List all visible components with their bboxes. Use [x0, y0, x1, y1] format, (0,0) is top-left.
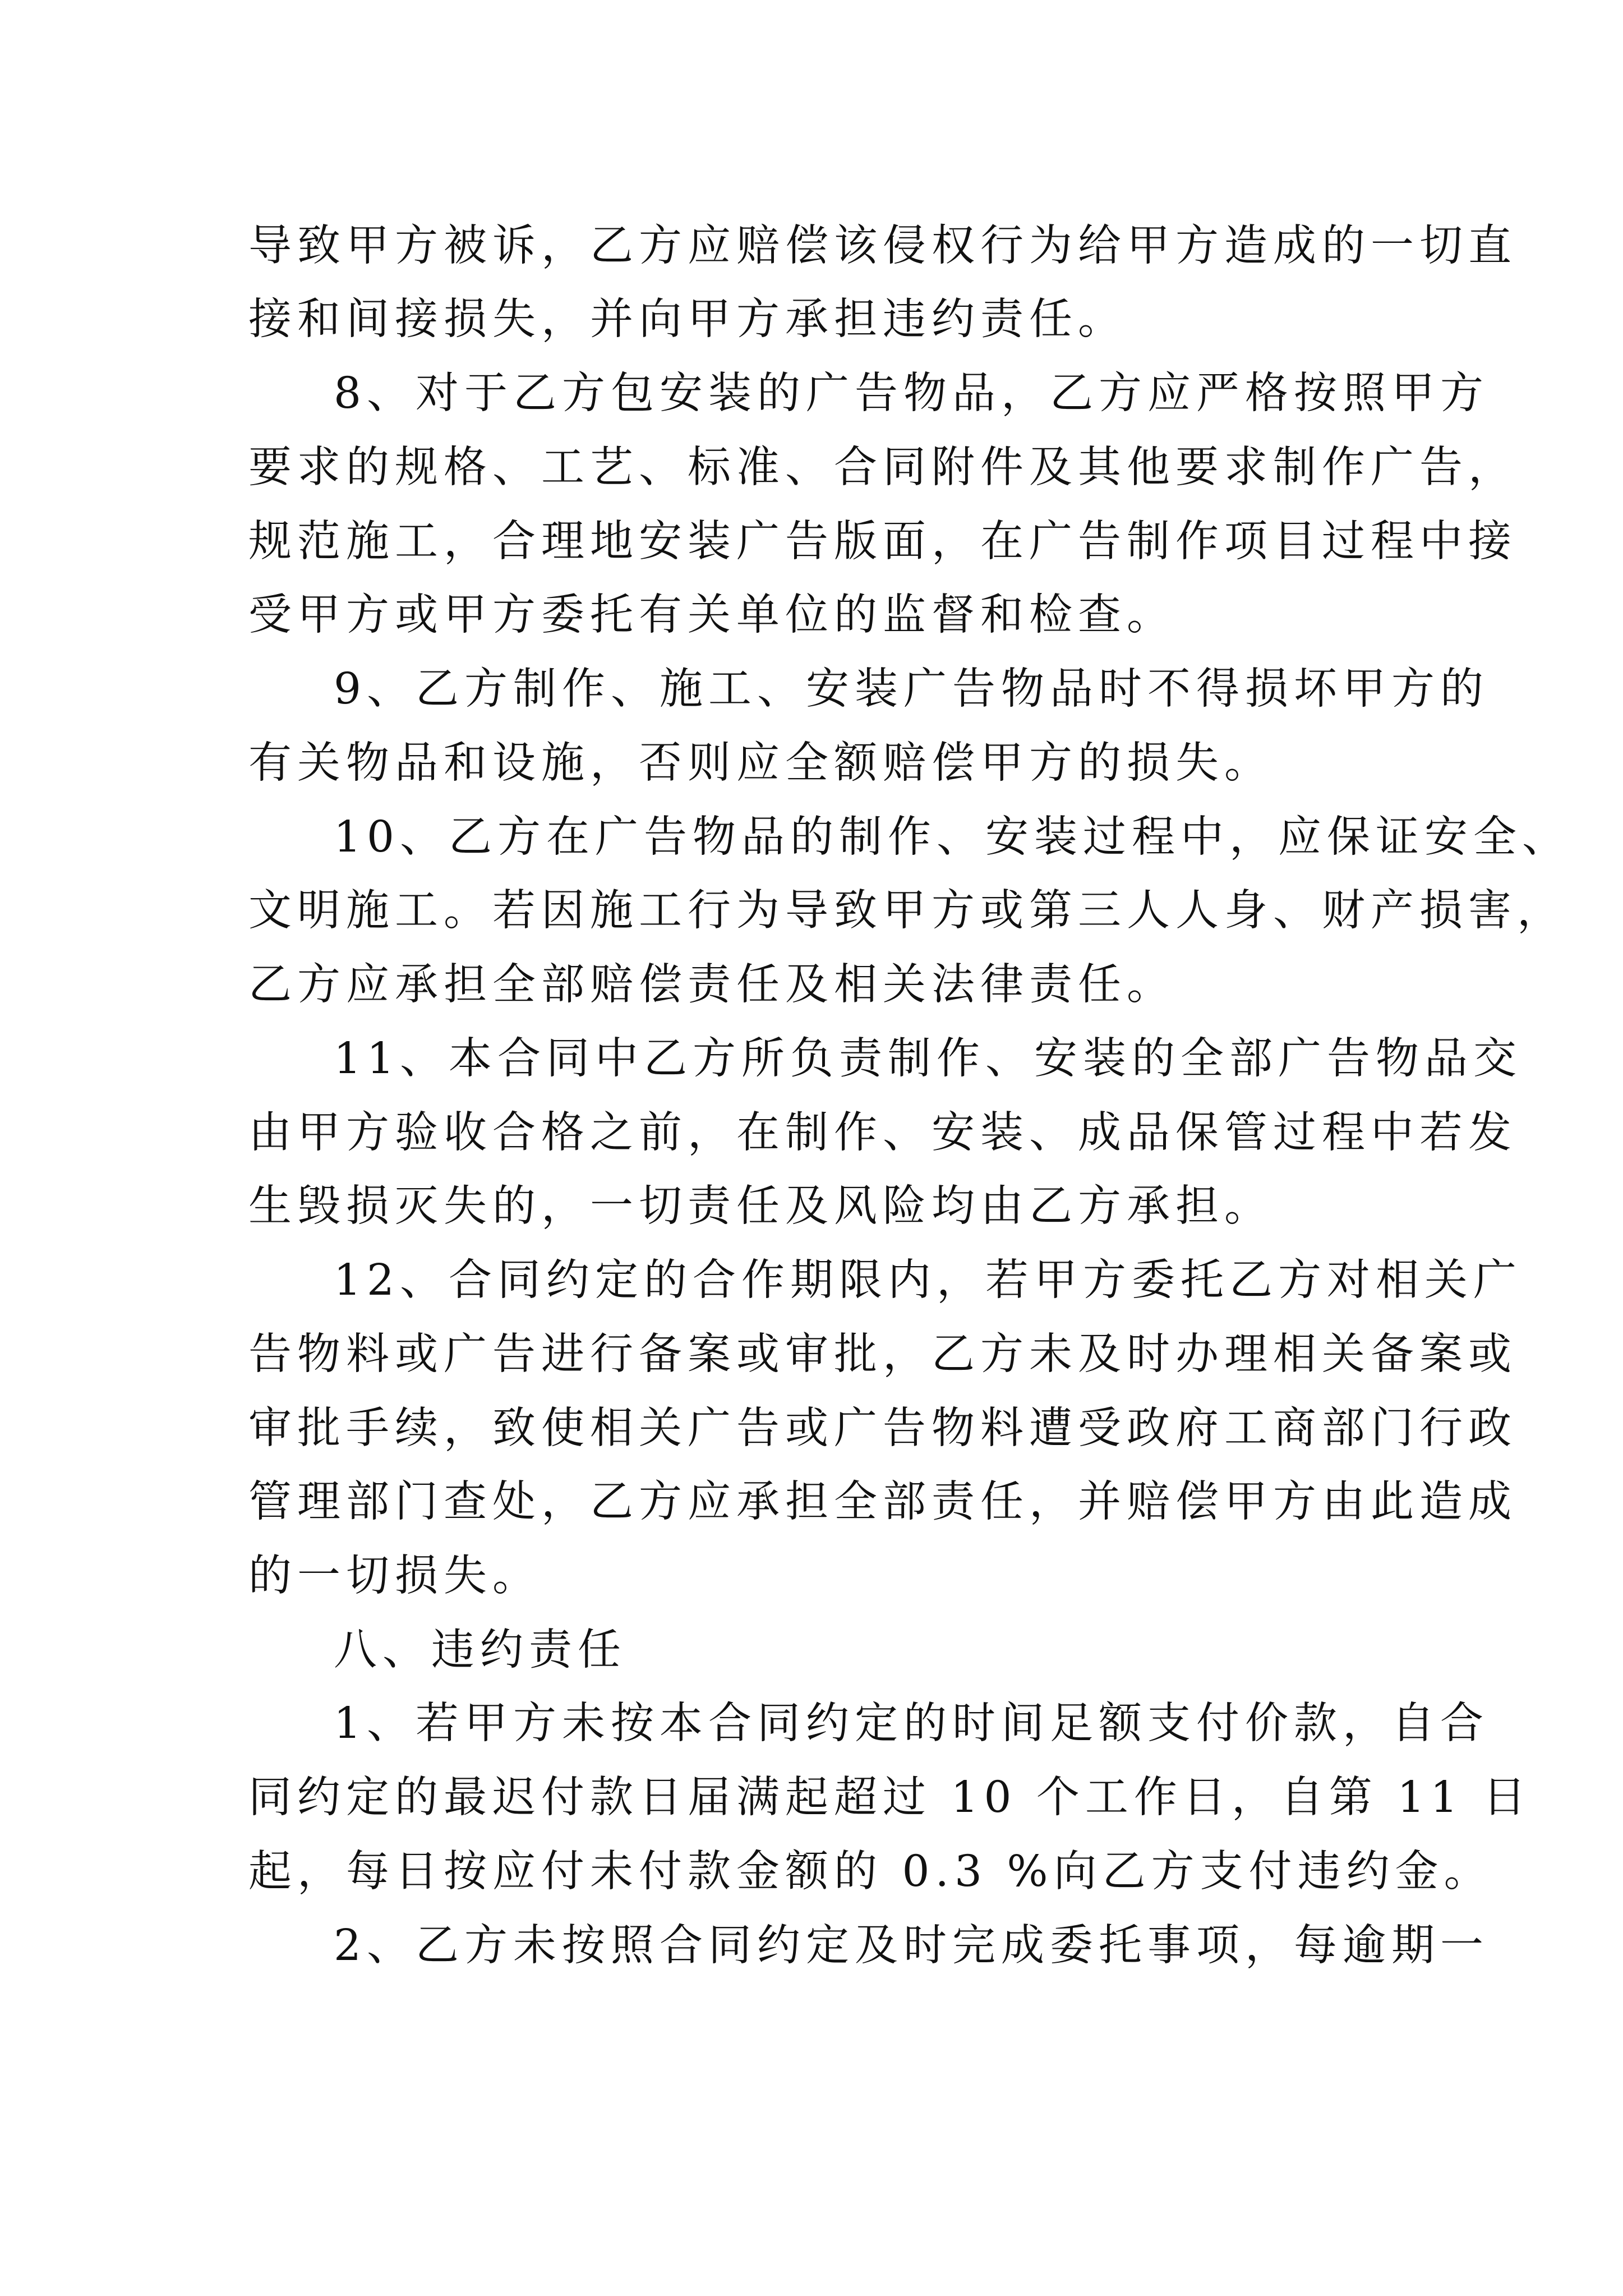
text-line: 告物料或广告进行备案或审批，乙方未及时办理相关备案或: [248, 1329, 1517, 1379]
text-line: 由甲方验收合格之前，在制作、安装、成品保管过程中若发: [248, 1108, 1517, 1158]
text-line: 8、对于乙方包安装的广告物品，乙方应严格按照甲方: [334, 369, 1489, 418]
text-line: 9、乙方制作、施工、安装广告物品时不得损坏甲方的: [334, 664, 1489, 714]
text-line: 乙方应承担全部赔偿责任及相关法律责任。: [248, 960, 1175, 1010]
section-heading: 八、违约责任: [334, 1625, 626, 1675]
text-line: 1、若甲方未按本合同约定的时间足额支付价款，自合: [334, 1699, 1489, 1749]
text-line: 审批手续，致使相关广告或广告物料遭受政府工商部门行政: [248, 1404, 1517, 1453]
text-line: 文明施工。若因施工行为导致甲方或第三人人身、财产损害，: [248, 886, 1566, 936]
text-line: 的一切损失。: [248, 1551, 541, 1601]
text-line: 接和间接损失，并向甲方承担违约责任。: [248, 295, 1127, 344]
text-line: 要求的规格、工艺、标准、合同附件及其他要求制作广告，: [248, 443, 1517, 493]
text-line: 规范施工，合理地安装广告版面，在广告制作项目过程中接: [248, 517, 1517, 567]
text-line: 起，每日按应付未付款金额的 0.3 %向乙方支付违约金。: [248, 1847, 1493, 1897]
text-line: 管理部门查处，乙方应承担全部责任，并赔偿甲方由此造成: [248, 1477, 1517, 1527]
text-line: 导致甲方被诉，乙方应赔偿该侵权行为给甲方造成的一切直: [248, 221, 1517, 271]
text-line: 同约定的最迟付款日届满起超过 10 个工作日，自第 11 日: [248, 1773, 1532, 1823]
text-line: 2、乙方未按照合同约定及时完成委托事项，每逾期一: [334, 1921, 1489, 1971]
text-line: 有关物品和设施，否则应全额赔偿甲方的损失。: [248, 738, 1273, 788]
text-line: 10、乙方在广告物品的制作、安装过程中，应保证安全、: [334, 812, 1571, 862]
text-line: 12、合同约定的合作期限内，若甲方委托乙方对相关广: [334, 1255, 1522, 1305]
text-line: 11、本合同中乙方所负责制作、安装的全部广告物品交: [334, 1034, 1522, 1084]
text-line: 受甲方或甲方委托有关单位的监督和检查。: [248, 590, 1175, 640]
text-line: 生毁损灭失的，一切责任及风险均由乙方承担。: [248, 1181, 1273, 1231]
